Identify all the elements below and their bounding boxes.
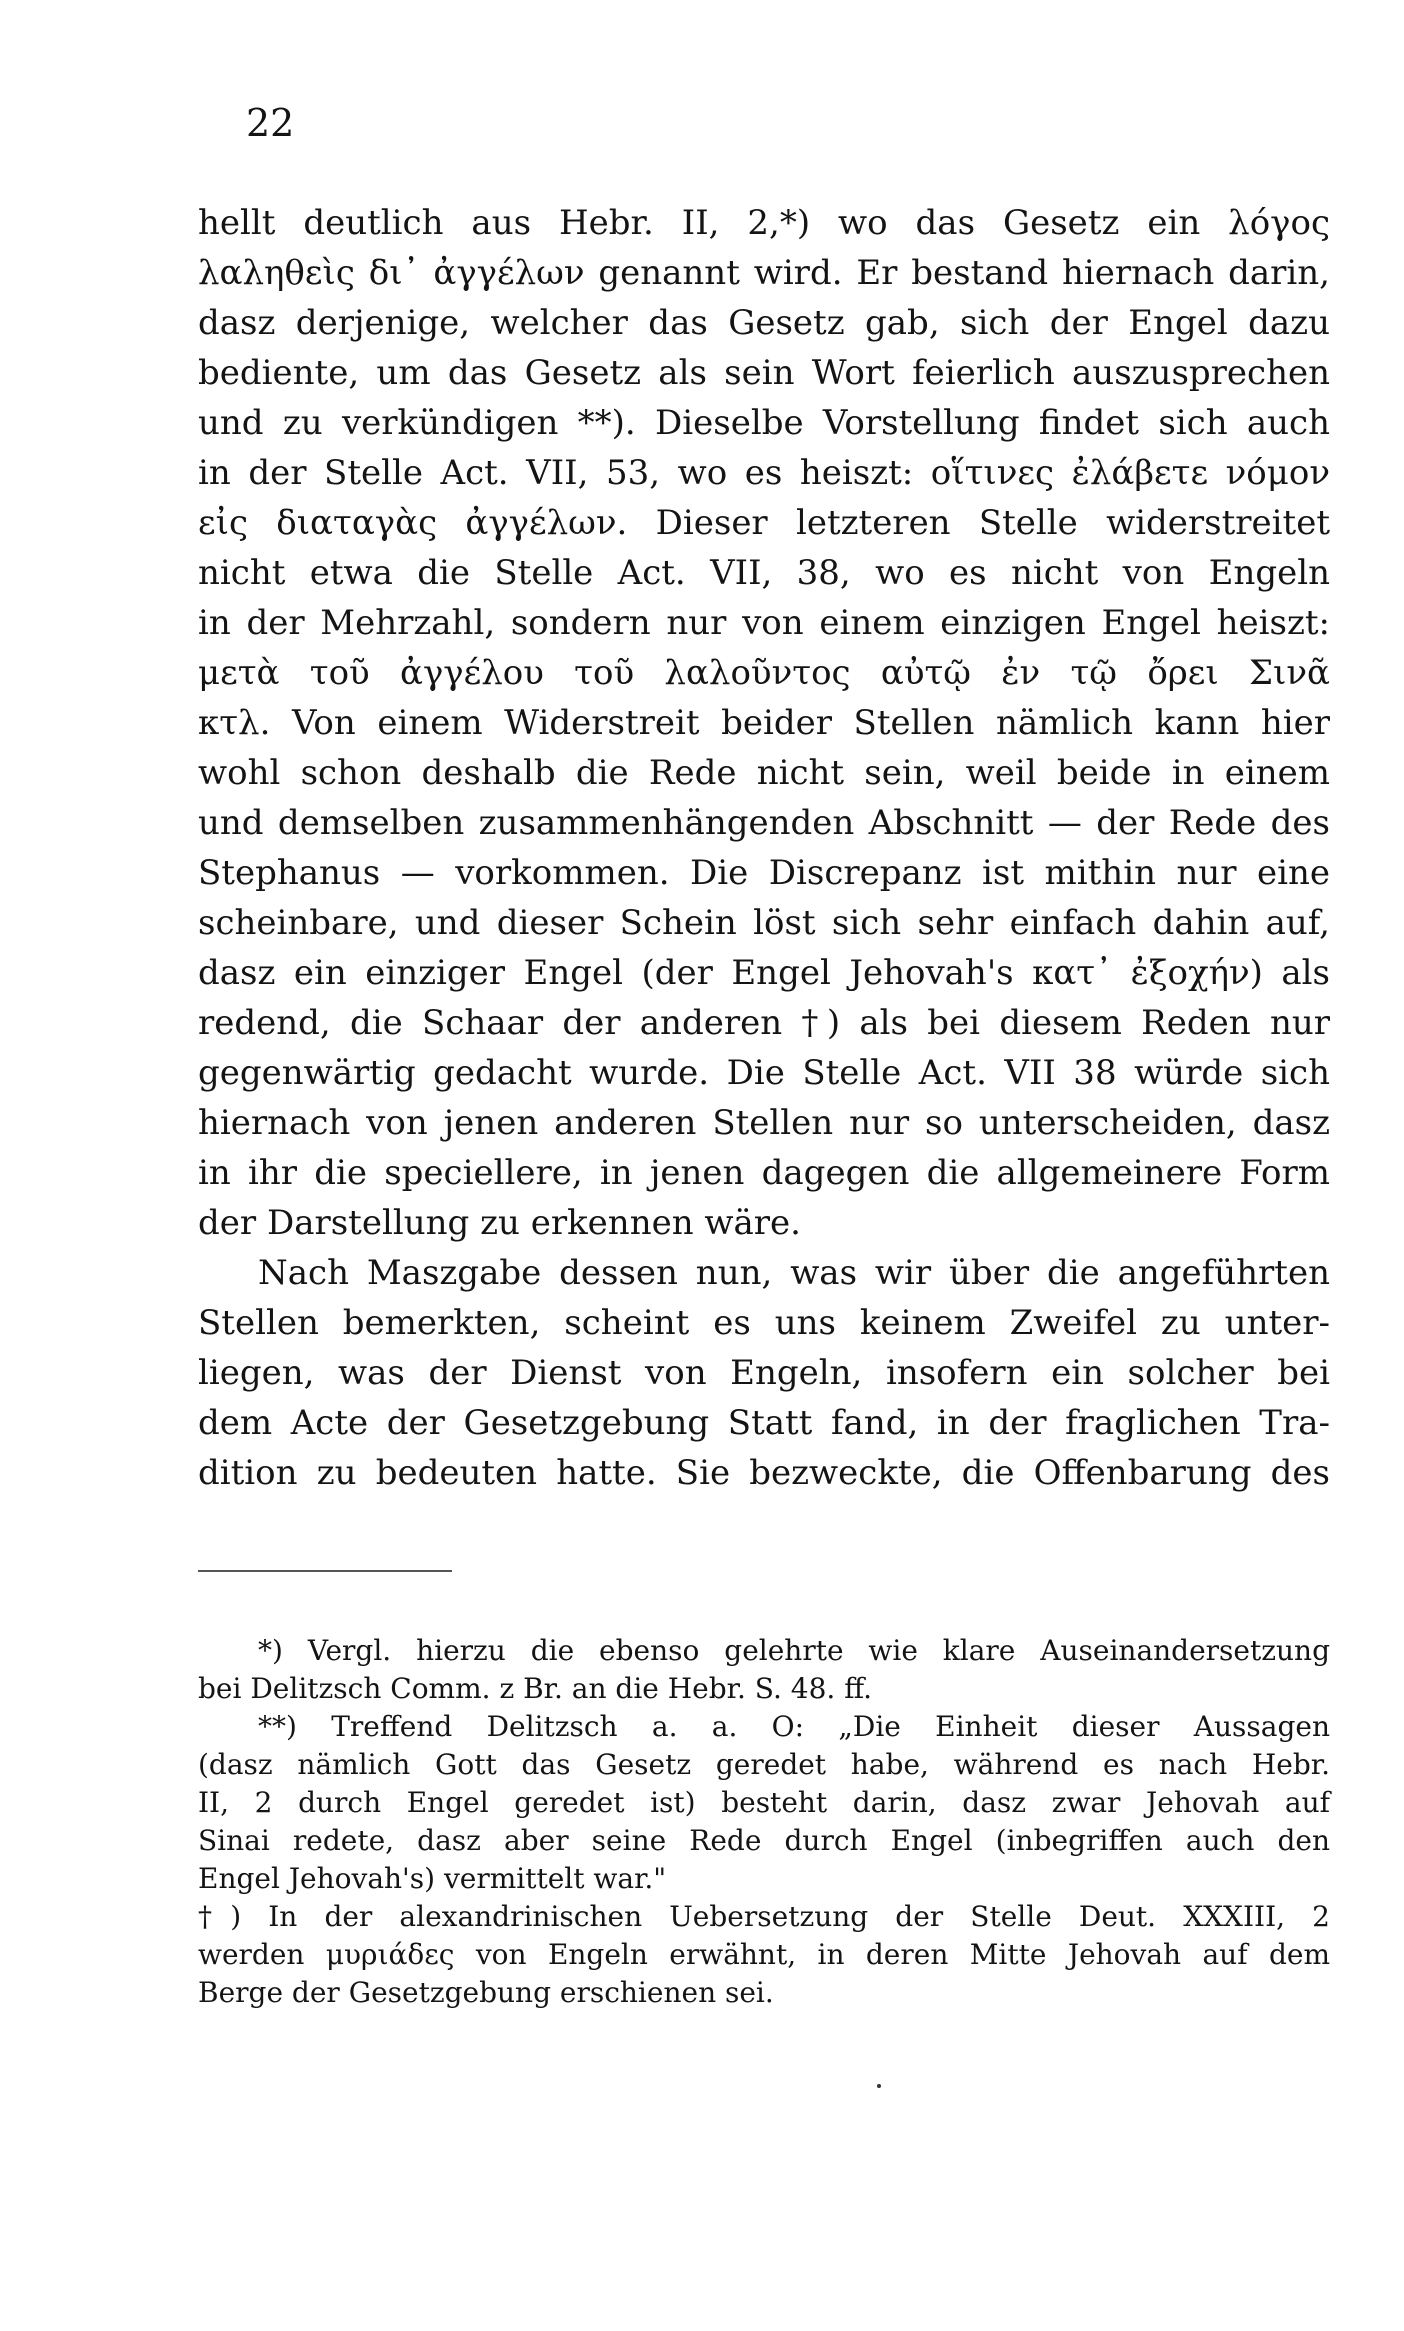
footnote-line: **) Treffend Delitzsch a. a. O: „Die Einheit dieser Aussagen: [258, 1710, 1330, 1743]
body-line: und demselben zusammenhängenden Abschnitt — der Rede des: [198, 803, 1330, 843]
body-line: dition zu bedeuten hatte. Sie bezweckte, die Offenbarung des: [198, 1453, 1330, 1493]
footnote-line: Sinai redete, dasz aber seine Rede durch Engel (inbegriffen auch den: [198, 1824, 1330, 1857]
footnote-divider: [198, 1570, 452, 1572]
body-line: und zu verkündigen **). Dieselbe Vorstellung findet sich auch: [198, 403, 1330, 443]
body-line: hellt deutlich aus Hebr. II, 2,*) wo das Gesetz ein λόγος: [198, 203, 1330, 243]
body-line: hiernach von jenen anderen Stellen nur so unterscheiden, dasz: [198, 1103, 1330, 1143]
ink-speck: [877, 2084, 881, 2088]
body-line: bediente, um das Gesetz als sein Wort feierlich auszusprechen: [198, 353, 1330, 393]
footnote-line: II, 2 durch Engel geredet ist) besteht darin, dasz zwar Jehovah auf: [198, 1786, 1330, 1819]
body-line: der Darstellung zu erkennen wäre.: [198, 1203, 801, 1243]
body-line: Nach Maszgabe dessen nun, was wir über die angeführten: [258, 1253, 1330, 1293]
footnote-line: (dasz nämlich Gott das Gesetz geredet habe, während es nach Hebr.: [198, 1748, 1330, 1781]
body-line: Stellen bemerkten, scheint es uns keinem Zweifel zu unter-: [198, 1303, 1330, 1343]
body-line: dem Acte der Gesetzgebung Statt fand, in der fraglichen Tra-: [198, 1403, 1330, 1443]
footnote-line: *) Vergl. hierzu die ebenso gelehrte wie klare Auseinandersetzung: [258, 1634, 1330, 1667]
body-line: dasz ein einziger Engel (der Engel Jehovah's κατ᾽ ἐξοχήν) als: [198, 953, 1330, 993]
footnote-line: bei Delitzsch Comm. z Br. an die Hebr. S. 48. ff.: [198, 1672, 872, 1705]
body-line: wohl schon deshalb die Rede nicht sein, weil beide in einem: [198, 753, 1330, 793]
body-line: εἰς διαταγὰς ἀγγέλων. Dieser letzteren Stelle widerstreitet: [198, 503, 1330, 543]
body-line: μετὰ τοῦ ἀγγέλου τοῦ λαλοῦντος αὐτῷ ἐν τῷ ὄρει Σινᾶ: [198, 653, 1330, 693]
body-line: in der Stelle Act. VII, 53, wo es heiszt: οἵτινες ἐλάβετε νόμον: [198, 453, 1330, 493]
body-line: κτλ. Von einem Widerstreit beider Stellen nämlich kann hier: [198, 703, 1330, 743]
footnote-line: †) In der alexandrinischen Uebersetzung der Stelle Deut. XXXIII, 2: [198, 1900, 1330, 1933]
body-line: in der Mehrzahl, sondern nur von einem einzigen Engel heiszt:: [198, 603, 1330, 643]
body-line: Stephanus — vorkommen. Die Discrepanz ist mithin nur eine: [198, 853, 1330, 893]
body-text: [198, 198, 1330, 1498]
footnote-line: Berge der Gesetzgebung erschienen sei.: [198, 1976, 774, 2009]
footnotes: [198, 1632, 1330, 2012]
body-line: nicht etwa die Stelle Act. VII, 38, wo es nicht von Engeln: [198, 553, 1330, 593]
body-line: scheinbare, und dieser Schein löst sich sehr einfach dahin auf,: [198, 903, 1330, 943]
body-line: gegenwärtig gedacht wurde. Die Stelle Act. VII 38 würde sich: [198, 1053, 1330, 1093]
body-line: dasz derjenige, welcher das Gesetz gab, sich der Engel dazu: [198, 303, 1330, 343]
footnote-line: Engel Jehovah's) vermittelt war.": [198, 1862, 667, 1895]
page-number: 22: [246, 101, 295, 145]
body-line: λαληθεὶς δι᾽ ἀγγέλων genannt wird. Er bestand hiernach darin,: [198, 253, 1330, 293]
body-line: redend, die Schaar der anderen †) als bei diesem Reden nur: [198, 1003, 1330, 1043]
footnote-line: werden μυριάδες von Engeln erwähnt, in deren Mitte Jehovah auf dem: [198, 1938, 1330, 1971]
body-line: liegen, was der Dienst von Engeln, insofern ein solcher bei: [198, 1353, 1330, 1393]
body-line: in ihr die speciellere, in jenen dagegen die allgemeinere Form: [198, 1153, 1330, 1193]
